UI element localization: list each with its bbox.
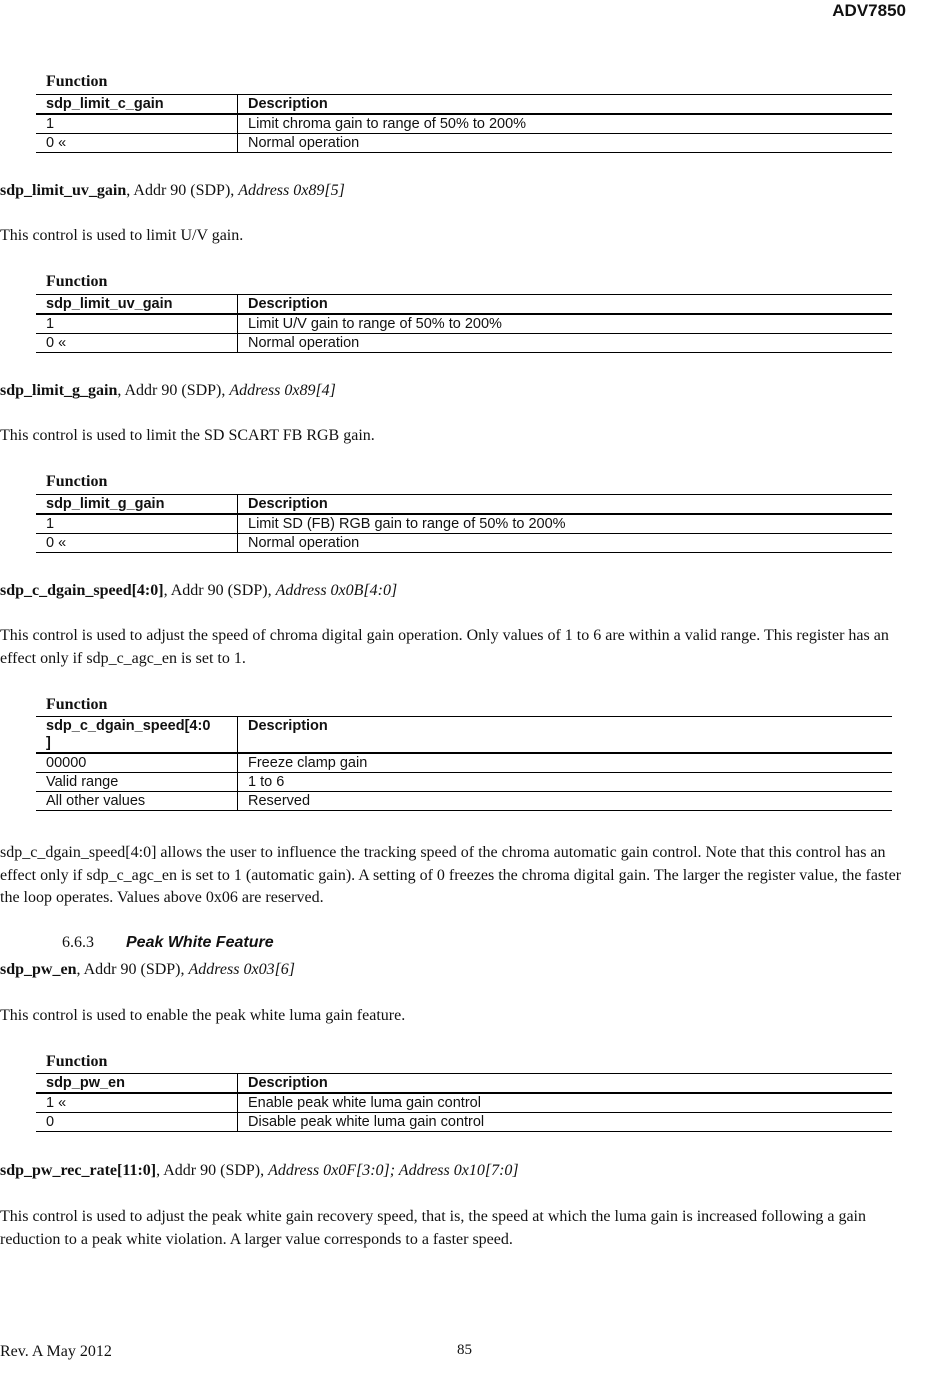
register-name: sdp_pw_rec_rate[11:0] xyxy=(0,1162,157,1179)
function-title: Function xyxy=(46,73,108,90)
table-header-row xyxy=(36,1074,892,1094)
table-header-register: sdp_pw_en xyxy=(36,1074,238,1094)
function-title: Function xyxy=(46,1053,108,1070)
table-cell-description: Enable peak white luma gain control xyxy=(248,1095,481,1111)
table-cell-description: Freeze clamp gain xyxy=(248,755,368,771)
table-row xyxy=(36,134,892,153)
table-cell-value: 0 « xyxy=(36,334,238,353)
register-address: Address 0x03[6] xyxy=(188,961,296,978)
register-name: sdp_limit_g_gain xyxy=(0,382,118,399)
function-table xyxy=(36,494,892,553)
table-header-register: sdp_c_dgain_speed[4:0 ] xyxy=(36,717,238,754)
table-cell-description: Normal operation xyxy=(248,135,360,151)
table-header-description: Description xyxy=(248,496,328,512)
register-address: Address 0x0F[3:0]; Address 0x10[7:0] xyxy=(268,1162,519,1179)
table-row xyxy=(36,792,892,811)
register-name: sdp_limit_uv_gain xyxy=(0,182,127,199)
register-addr: , Addr 90 (SDP), xyxy=(117,382,230,399)
paragraph: This control is used to enable the peak white luma gain feature. xyxy=(0,1007,406,1024)
register-address: Address 0x0B[4:0] xyxy=(275,582,398,599)
table-cell-description: 1 to 6 xyxy=(248,774,285,790)
table-row xyxy=(36,114,892,134)
table-cell-value: 0 « xyxy=(36,134,238,153)
register-address: Address 0x89[4] xyxy=(229,382,336,399)
section-heading xyxy=(62,934,274,952)
register-heading xyxy=(0,961,295,979)
table-cell-description: Limit SD (FB) RGB gain to range of 50% to 200% xyxy=(248,516,566,532)
table-cell-description: Normal operation xyxy=(248,335,360,351)
table-header-register: sdp_limit_c_gain xyxy=(36,95,238,115)
table-header-row xyxy=(36,717,892,754)
table-cell-description: Normal operation xyxy=(248,535,360,551)
function-table xyxy=(36,294,892,353)
table-cell-description: Limit U/V gain to range of 50% to 200% xyxy=(248,316,502,332)
page-number: 85 xyxy=(457,1342,472,1358)
table-cell-value: Valid range xyxy=(36,773,238,792)
table-header-row xyxy=(36,495,892,515)
register-addr: , Addr 90 (SDP), xyxy=(156,1162,269,1179)
paragraph: sdp_c_dgain_speed[4:0] allows the user to influence the tracking speed of the chroma automatic gain control. Note that this control has an effect only if sdp_c_agc_en is set to 1 (automatic gain). A setting of 0 freezes the chroma digital gain. The larger the register value, the faster the loop operates. Values above 0x06 are reserved. xyxy=(0,844,902,906)
section-number: 6.6.3 xyxy=(62,934,94,951)
table-row xyxy=(36,1093,892,1113)
function-table xyxy=(36,716,892,811)
table-cell-description: Limit chroma gain to range of 50% to 200% xyxy=(248,116,527,132)
document-header-product: ADV7850 xyxy=(832,1,906,20)
table-cell-value: 0 xyxy=(36,1113,238,1132)
table-row xyxy=(36,534,892,553)
table-cell-value: All other values xyxy=(36,792,238,811)
table-header-description: Description xyxy=(248,96,328,112)
table-row xyxy=(36,773,892,792)
register-addr: , Addr 90 (SDP), xyxy=(126,182,239,199)
table-header-description: Description xyxy=(248,296,328,312)
table-row xyxy=(36,334,892,353)
section-title: Peak White Feature xyxy=(126,934,274,951)
function-title: Function xyxy=(46,473,108,490)
paragraph: This control is used to limit the SD SCART FB RGB gain. xyxy=(0,427,375,444)
register-heading xyxy=(0,182,345,200)
table-header-description: Description xyxy=(248,1075,328,1091)
paragraph: This control is used to adjust the speed of chroma digital gain operation. Only values of 1 to 6 are within a valid range. This register has an effect only if sdp_c_agc_en is set to 1. xyxy=(0,627,889,667)
table-header-register: sdp_limit_g_gain xyxy=(36,495,238,515)
table-cell-value: 1 xyxy=(36,314,238,334)
register-heading xyxy=(0,582,397,600)
table-header-row xyxy=(36,95,892,115)
function-title: Function xyxy=(46,273,108,290)
register-heading xyxy=(0,382,336,400)
register-addr: , Addr 90 (SDP), xyxy=(163,582,276,599)
function-table xyxy=(36,1073,892,1132)
table-cell-description: Reserved xyxy=(248,793,311,809)
table-row xyxy=(36,514,892,534)
table-header-row xyxy=(36,295,892,315)
register-address: Address 0x89[5] xyxy=(238,182,345,199)
function-title: Function xyxy=(46,696,108,713)
table-cell-value: 1 « xyxy=(36,1093,238,1113)
table-row xyxy=(36,314,892,334)
table-cell-description: Disable peak white luma gain control xyxy=(248,1114,485,1130)
paragraph: This control is used to adjust the peak white gain recovery speed, that is, the speed at which the luma gain is increased following a gain reduction to a peak white violation. A larger value corresponds to a faster speed. xyxy=(0,1208,866,1248)
table-row xyxy=(36,753,892,773)
table-header-description: Description xyxy=(248,718,328,734)
table-cell-value: 1 xyxy=(36,114,238,134)
table-cell-value: 0 « xyxy=(36,534,238,553)
table-row xyxy=(36,1113,892,1132)
register-addr: , Addr 90 (SDP), xyxy=(76,961,189,978)
table-cell-value: 1 xyxy=(36,514,238,534)
register-name: sdp_c_dgain_speed[4:0] xyxy=(0,582,164,599)
footer-revision: Rev. A May 2012 xyxy=(0,1343,112,1360)
table-cell-value: 00000 xyxy=(36,753,238,773)
table-header-register: sdp_limit_uv_gain xyxy=(36,295,238,315)
function-table xyxy=(36,94,892,153)
register-heading xyxy=(0,1162,519,1180)
paragraph: This control is used to limit U/V gain. xyxy=(0,227,244,244)
register-name: sdp_pw_en xyxy=(0,961,77,978)
